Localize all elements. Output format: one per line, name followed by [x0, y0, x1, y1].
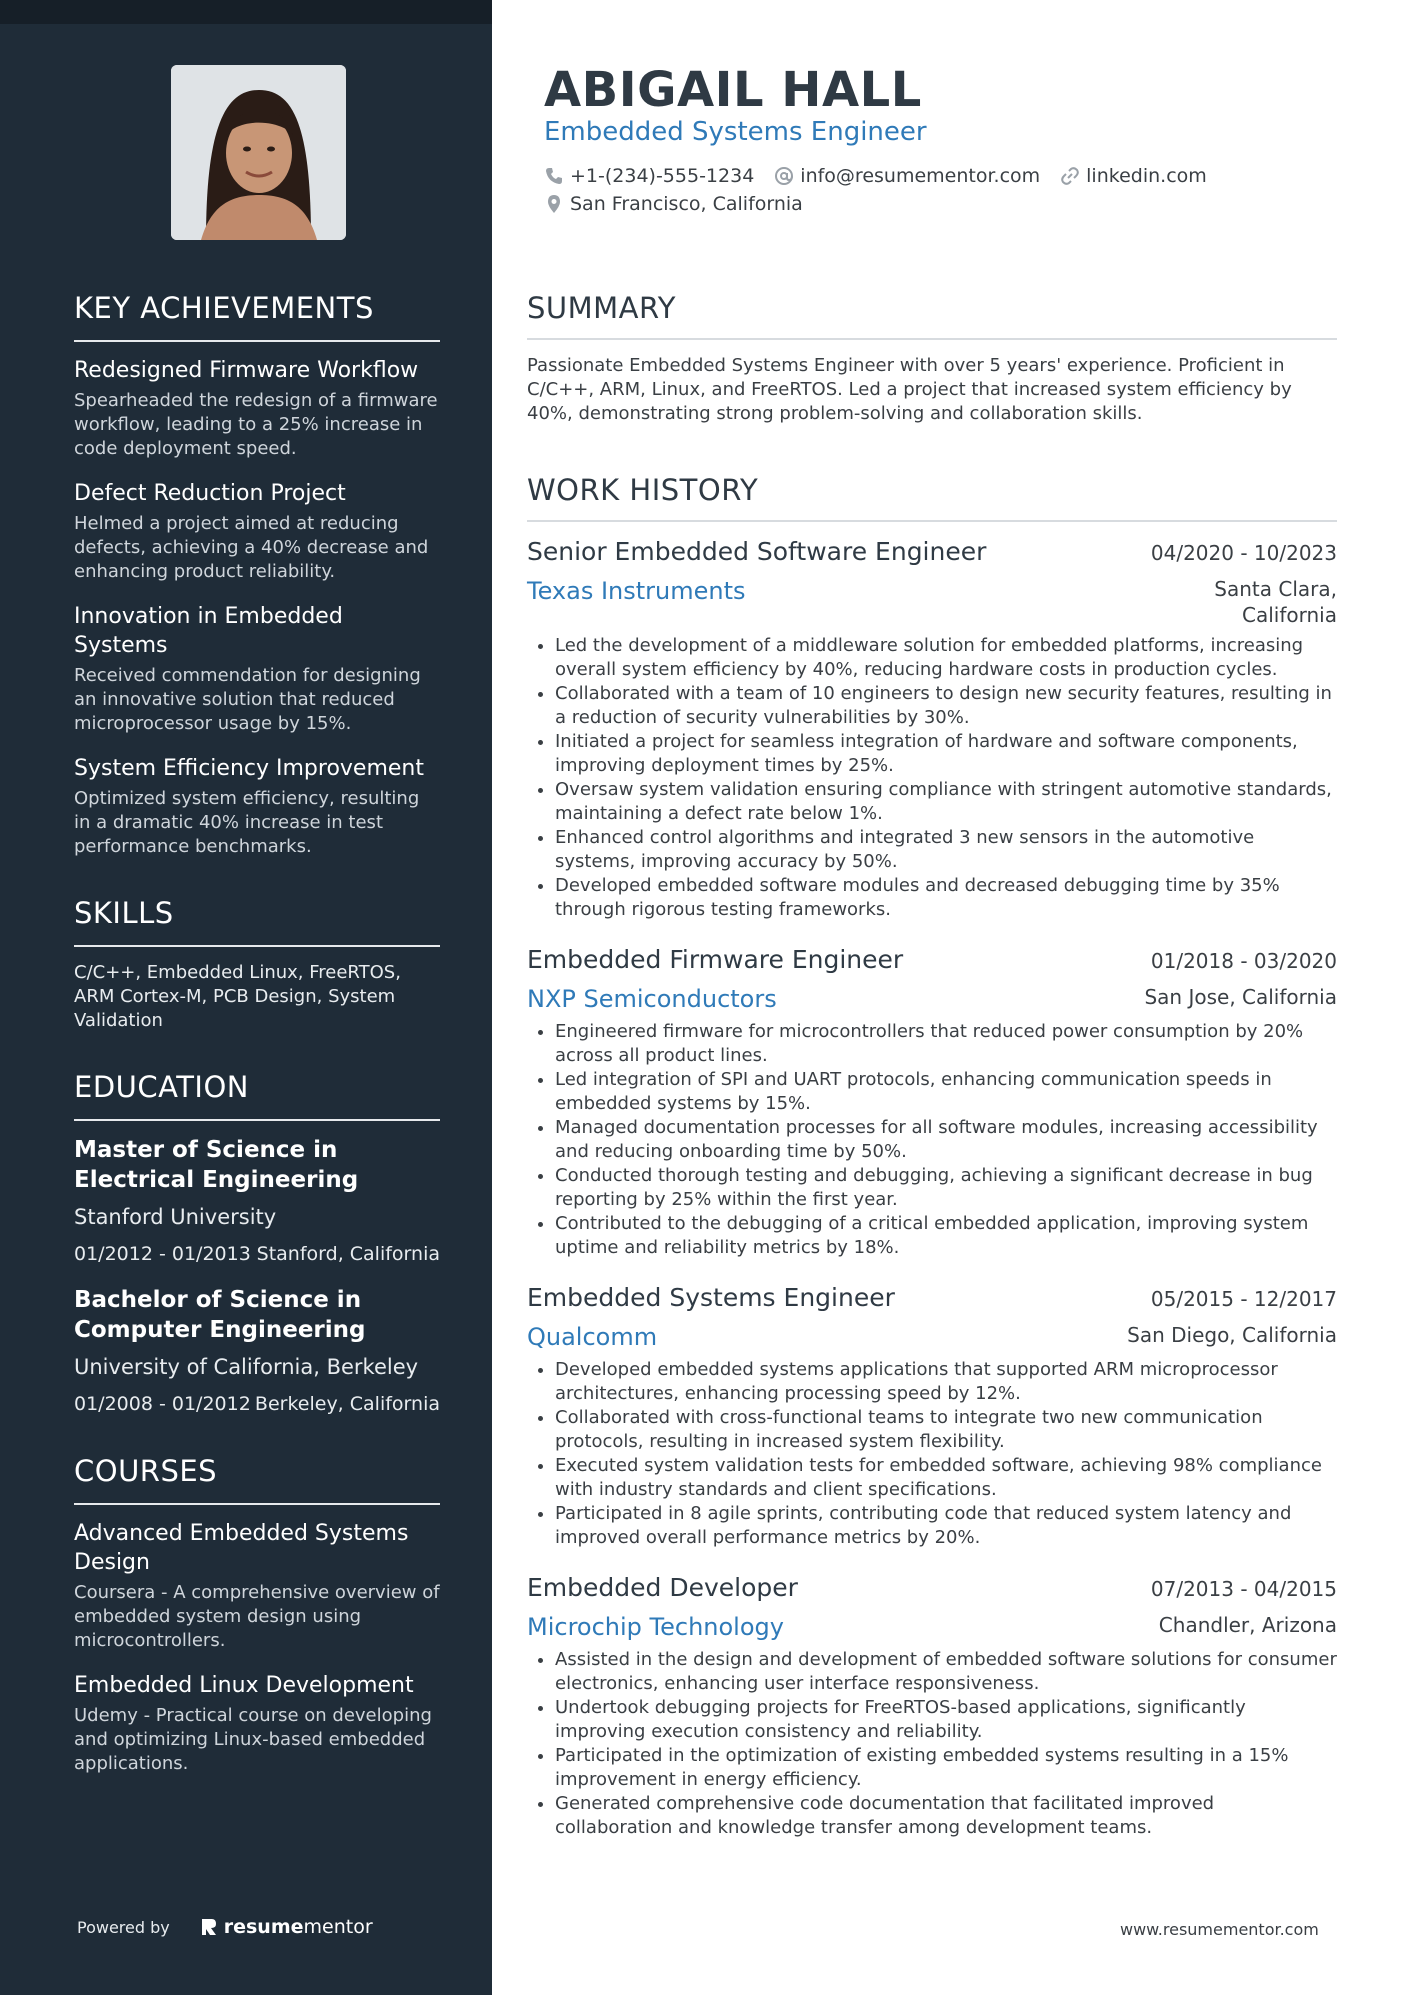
education-meta: [74, 1391, 440, 1417]
achievement-title: System Efficiency Improvement: [74, 756, 424, 781]
footer-url[interactable]: www.resumementor.com: [1120, 1920, 1319, 1939]
job-bullet: • Conducted thorough testing and debugging, achieving a significant decrease in bug reporting by 25% within the first year.: [555, 1164, 1337, 1212]
education-item: [74, 1285, 440, 1417]
education-meta: [74, 1241, 440, 1267]
link-icon: [1060, 166, 1080, 186]
job-company: Qualcomm: [527, 1323, 658, 1351]
job-company: Microchip Technology: [527, 1613, 784, 1641]
achievement-item: [74, 356, 440, 461]
at-icon: [774, 166, 794, 186]
achievement-desc: Spearheaded the redesign of a firmware workflow, leading to a 25% increase in code deployment speed.: [74, 390, 438, 459]
course-item: [74, 1671, 440, 1776]
job-company: NXP Semiconductors: [527, 985, 777, 1013]
contact-info: [544, 162, 1207, 218]
job-bullet: • Generated comprehensive code documentation that facilitated improved collaboration and knowledge transfer among development teams.: [555, 1792, 1337, 1840]
job-bullet: • Collaborated with a team of 10 engineers to design new security features, resulting in a reduction of security vulnerabilities by 30%.: [555, 682, 1337, 730]
achievement-desc: Optimized system efficiency, resulting in a dramatic 40% increase in test performance benchmarks.: [74, 788, 420, 857]
job-location: Santa Clara, California: [1214, 577, 1337, 627]
job-header: [527, 536, 1337, 568]
job-bullet: • Assisted in the design and development of embedded software solutions for consumer electronics, enhancing user interface responsiveness.: [555, 1648, 1337, 1696]
education-location: Berkeley, California: [254, 1393, 440, 1415]
education-section: [74, 1069, 440, 1417]
job-entry: [527, 1282, 1337, 1550]
sidebar-top-bar: [0, 0, 492, 24]
job-bullet: • Initiated a project for seamless integration of hardware and software components, improving deployment times by 25%.: [555, 730, 1337, 778]
work-history-heading: WORK HISTORY: [527, 472, 1337, 522]
achievement-desc: Received commendation for designing an innovative solution that reduced microprocessor usage by 15%.: [74, 665, 421, 734]
job-bullet: • Led integration of SPI and UART protocols, enhancing communication speeds in embedded systems by 15%.: [555, 1068, 1337, 1116]
job-title: Senior Embedded Software Engineer: [527, 537, 987, 566]
job-location: San Diego, California: [1127, 1323, 1337, 1347]
job-entry: [527, 944, 1337, 1260]
contact-linkedin[interactable]: [1060, 162, 1207, 190]
summary-text: Passionate Embedded Systems Engineer with over 5 years' experience. Proficient in C/C++, ARM, Linux, and FreeRTOS. Led a project that increased system efficiency by 40%, demonstrating strong problem-solving and collaboration skills.: [527, 355, 1292, 424]
summary-heading: SUMMARY: [527, 290, 1337, 340]
job-header: [527, 1282, 1337, 1314]
job-dates: 04/2020 - 10/2023: [1150, 541, 1337, 565]
sidebar-content: [74, 290, 440, 1812]
job-bullet: • Engineered firmware for microcontrollers that reduced power consumption by 20% across all product lines.: [555, 1020, 1337, 1068]
powered-by: [77, 1916, 373, 1938]
achievement-title: Innovation in Embedded Systems: [74, 604, 343, 658]
sidebar: [0, 0, 492, 1995]
job-bullets: [527, 634, 1337, 922]
candidate-name: ABIGAIL HALL: [544, 62, 922, 118]
contact-row: [544, 162, 1207, 190]
job-bullet: • Participated in 8 agile sprints, contributing code that reduced system latency and improved overall performance metrics by 20%.: [555, 1502, 1337, 1550]
main-content: [527, 290, 1337, 1862]
candidate-title: Embedded Systems Engineer: [544, 117, 927, 147]
course-title: Advanced Embedded Systems Design: [74, 1521, 409, 1575]
achievement-title: Defect Reduction Project: [74, 481, 346, 506]
job-dates: 05/2015 - 12/2017: [1150, 1287, 1337, 1311]
job-bullet: • Participated in the optimization of existing embedded systems resulting in a 15% improvement in energy efficiency.: [555, 1744, 1337, 1792]
job-subheader: [527, 1322, 1337, 1352]
achievement-desc: Helmed a project aimed at reducing defects, achieving a 40% decrease and enhancing product reliability.: [74, 513, 429, 582]
job-bullet: • Led the development of a middleware solution for embedded platforms, increasing overall system efficiency by 40%, reducing hardware costs in production cycles.: [555, 634, 1337, 682]
profile-photo-image: [171, 65, 346, 240]
job-company: Texas Instruments: [527, 577, 746, 605]
courses-section: [74, 1453, 440, 1776]
course-desc: Udemy - Practical course on developing and optimizing Linux-based embedded applications.: [74, 1705, 432, 1774]
contact-phone[interactable]: [544, 162, 754, 190]
phone-icon: [544, 166, 564, 186]
job-location: San Jose, California: [1144, 985, 1337, 1009]
job-title: Embedded Systems Engineer: [527, 1283, 895, 1312]
job-dates: 01/2018 - 03/2020: [1150, 949, 1337, 973]
job-title: Embedded Developer: [527, 1573, 798, 1602]
job-entry: [527, 536, 1337, 922]
achievement-item: [74, 479, 440, 584]
contact-email[interactable]: [774, 162, 1040, 190]
achievement-item: [74, 754, 440, 859]
brand-light: mentor: [303, 1916, 373, 1938]
work-history-section: [527, 472, 1337, 1840]
job-bullet: • Undertook debugging projects for FreeRTOS-based applications, significantly improving execution consistency and reliability.: [555, 1696, 1337, 1744]
job-subheader: [527, 984, 1337, 1014]
skills-heading: SKILLS: [74, 895, 440, 947]
education-school: Stanford University: [74, 1205, 277, 1229]
education-degree: Bachelor of Science in Computer Engineering: [74, 1287, 366, 1343]
achievements-section: [74, 290, 440, 859]
education-dates: 01/2012 - 01/2013: [74, 1243, 251, 1265]
job-bullet: • Developed embedded systems applications that supported ARM microprocessor architectures, enhancing processing speed by 12%.: [555, 1358, 1337, 1406]
brand-logo[interactable]: [200, 1916, 373, 1938]
course-item: [74, 1519, 440, 1653]
job-bullets: [527, 1020, 1337, 1260]
achievements-heading: KEY ACHIEVEMENTS: [74, 290, 440, 342]
education-degree: Master of Science in Electrical Engineering: [74, 1137, 359, 1193]
achievement-item: [74, 602, 440, 736]
contact-row: [544, 190, 1207, 218]
job-bullet: • Managed documentation processes for all software modules, increasing accessibility and reducing onboarding time by 50%.: [555, 1116, 1337, 1164]
job-location: Chandler, Arizona: [1158, 1613, 1337, 1637]
email-text: info@resumementor.com: [800, 165, 1041, 187]
contact-location: [544, 190, 803, 218]
summary-section: [527, 290, 1337, 426]
brand-bold: resume: [223, 1916, 304, 1938]
course-desc: Coursera - A comprehensive overview of embedded system design using microcontrollers.: [74, 1582, 440, 1651]
education-item: [74, 1135, 440, 1267]
job-bullet: • Developed embedded software modules and decreased debugging time by 35% through rigorous testing frameworks.: [555, 874, 1337, 922]
powered-by-label: Powered by: [77, 1917, 170, 1937]
skills-list: C/C++, Embedded Linux, FreeRTOS, ARM Cortex-M, PCB Design, System Validation: [74, 962, 401, 1031]
job-bullet: • Oversaw system validation ensuring compliance with stringent automotive standards, maintaining a defect rate below 1%.: [555, 778, 1337, 826]
job-bullets: [527, 1358, 1337, 1550]
job-entry: [527, 1572, 1337, 1840]
job-header: [527, 944, 1337, 976]
job-title: Embedded Firmware Engineer: [527, 945, 904, 974]
job-bullets: [527, 1648, 1337, 1840]
profile-photo: [171, 65, 346, 240]
job-bullet: • Executed system validation tests for embedded software, achieving 98% compliance with industry standards and client specifications.: [555, 1454, 1337, 1502]
job-bullet: • Collaborated with cross-functional teams to integrate two new communication protocols, resulting in increased system flexibility.: [555, 1406, 1337, 1454]
education-location: Stanford, California: [256, 1243, 440, 1265]
job-subheader: [527, 576, 1337, 628]
job-dates: 07/2013 - 04/2015: [1150, 1577, 1337, 1601]
achievement-title: Redesigned Firmware Workflow: [74, 358, 419, 383]
education-heading: EDUCATION: [74, 1069, 440, 1121]
courses-heading: COURSES: [74, 1453, 440, 1505]
course-title: Embedded Linux Development: [74, 1673, 414, 1698]
skills-section: [74, 895, 440, 1033]
job-bullet: • Enhanced control algorithms and integrated 3 new sensors in the automotive systems, improving accuracy by 50%.: [555, 826, 1337, 874]
brand-icon: [200, 1917, 218, 1937]
location-pin-icon: [544, 194, 564, 214]
job-bullet: • Contributed to the debugging of a critical embedded application, improving system uptime and reliability metrics by 18%.: [555, 1212, 1337, 1260]
job-subheader: [527, 1612, 1337, 1642]
job-header: [527, 1572, 1337, 1604]
location-text: San Francisco, California: [570, 193, 803, 215]
education-dates: 01/2008 - 01/2012: [74, 1393, 251, 1415]
phone-text: +1-(234)-555-1234: [570, 165, 755, 187]
linkedin-text: linkedin.com: [1086, 165, 1207, 187]
education-school: University of California, Berkeley: [74, 1355, 419, 1379]
